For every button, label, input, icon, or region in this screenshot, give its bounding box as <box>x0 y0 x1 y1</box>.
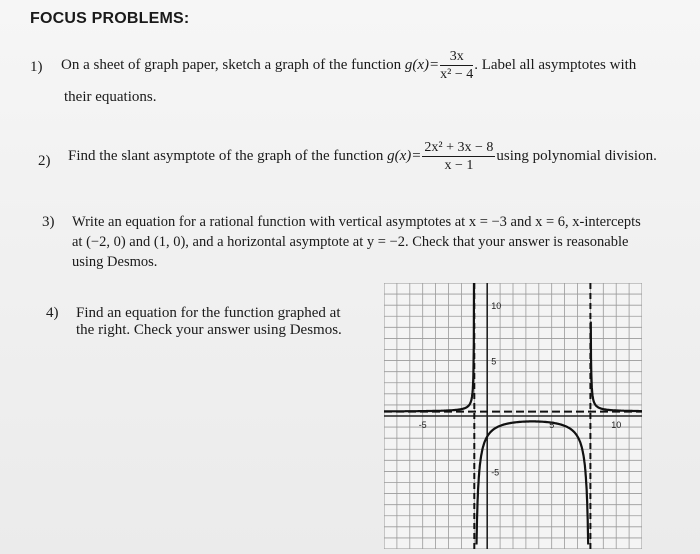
problem-1-numerator: 3x <box>440 48 473 66</box>
problem-3-line3: using Desmos. <box>72 254 158 270</box>
tick-label-x-10: 10 <box>611 420 622 430</box>
page-title: FOCUS PROBLEMS: <box>30 10 190 27</box>
tick-label-x-5: 5 <box>549 420 555 430</box>
problem-3-number: 3) <box>42 214 55 230</box>
problem-2-number: 2) <box>38 153 51 169</box>
problem-2-numerator: 2x² + 3x − 8 <box>424 140 494 155</box>
problem-4-line1: Find an equation for the function graphed at <box>76 305 341 321</box>
problem-1-suffix: . Label all asymptotes with <box>474 56 637 73</box>
problem-4-line2: the right. Check your answer using Desmos. <box>76 322 342 338</box>
problem-1-text: On a sheet of graph paper, sketch a graph of the function <box>61 56 402 73</box>
problem-2-fraction <box>422 139 495 174</box>
problem-2-text: Find the slant asymptote of the graph of the function <box>68 147 384 164</box>
problem-2-line1 <box>68 139 657 174</box>
tick-label-y-10: 10 <box>491 301 502 312</box>
problem-2-suffix: using polynomial division. <box>496 147 657 164</box>
tick-label-x-neg5: -5 <box>418 420 427 430</box>
problem-2-lhs: g(x)= <box>387 148 422 164</box>
tick-label-y-neg5: -5 <box>491 467 500 478</box>
problem-1-fraction <box>440 48 473 83</box>
problem-1-denominator: x² − 4 <box>440 67 474 82</box>
problem-3-line1: Write an equation for a rational function with vertical asymptotes at x = −3 and x = 6, x-intercepts <box>72 214 641 230</box>
problem-4-number: 4) <box>46 305 59 321</box>
problem-1-number: 1) <box>30 59 43 75</box>
problem-1-lhs: g(x)= <box>404 57 440 73</box>
problem-1-line1 <box>61 48 636 83</box>
function-graph <box>384 283 642 549</box>
problem-3-line2: at (−2, 0) and (1, 0), and a horizontal asymptote at y = −2. Check that your answer is reasonable <box>72 234 629 250</box>
problem-1-line2: their equations. <box>64 89 157 105</box>
problem-2-denominator: x − 1 <box>444 158 474 173</box>
tick-label-y-5: 5 <box>491 356 497 367</box>
